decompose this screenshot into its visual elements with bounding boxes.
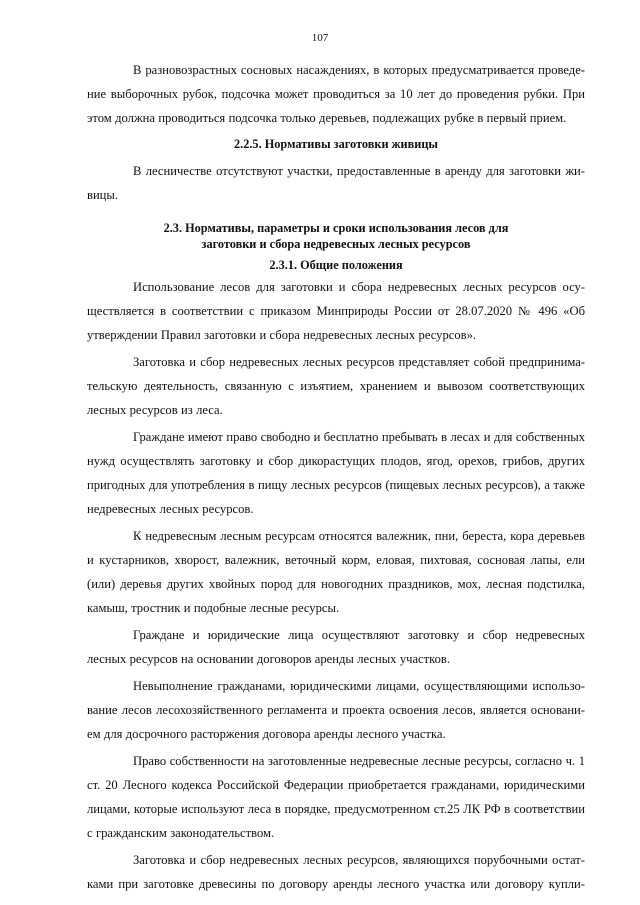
body-paragraph: Заготовка и сбор недревесных лесных ресурсов представляет собой предпринимательскую деятельность, связанную с изъятием, хранением и вывозом соответствующих лесных ресурсов из леса.	[87, 355, 585, 417]
body-paragraph: К недревесным лесным ресурсам относятся валежник, пни, береста, кора деревьев и кустарников, хворост, валежник, веточный корм, еловая, пихтовая, сосновая лапы, ели (или) деревья других хвойных пород для новогодних праздников, мох, лесная подстилка, камыш, тростник и подобные лесные ресурсы.	[87, 529, 585, 615]
page-number: 107	[311, 32, 329, 44]
section-heading-line: 2.3. Нормативы, параметры и сроки использования лесов для	[163, 221, 509, 235]
body-paragraph: Заготовка и сбор недревесных лесных ресурсов, являющихся порубочными остатками при заготовке древесины по договору аренды лесного участка или договору купли-	[87, 853, 585, 891]
section-heading-line: заготовки и сбора недревесных лесных ресурсов	[201, 237, 471, 251]
body-paragraph: В разновозрастных сосновых насаждениях, в которых предусматривается проведение выборочных рубок, подсочка может проводиться за 10 лет до проведения рубки. При этом должна проводиться подсочка только деревьев, подлежащих рубке в первый прием.	[87, 63, 585, 125]
section-heading: 2.2.5. Нормативы заготовки живицы	[233, 137, 439, 151]
page-content	[87, 58, 585, 899]
body-paragraph: Невыполнение гражданами, юридическими лицами, осуществляющими использование лесов лесохозяйственного регламента и проекта освоения лесов, является основанием для досрочного расторжения договора аренды лесного участка.	[87, 679, 585, 741]
body-paragraph: В лесничестве отсутствуют участки, предоставленные в аренду для заготовки живицы.	[87, 164, 585, 202]
body-paragraph: Граждане имеют право свободно и бесплатно пребывать в лесах и для собственных нужд осуществлять заготовку и сбор дикорастущих плодов, ягод, орехов, грибов, других пригодных для употребления в пищу лесных ресурсов (пищевых лесных ресурсов), а также недревесных лесных ресурсов.	[87, 430, 585, 516]
body-paragraph: Право собственности на заготовленные недревесные лесные ресурсы, согласно ч. 1 ст. 20 Лесного кодекса Российской Федерации приобретается гражданами, юридическими лицами, которые используют леса в порядке, предусмотренном ст.25 ЛК РФ в соответствии с гражданским законодательством.	[87, 754, 585, 840]
body-paragraph: Граждане и юридические лица осуществляют заготовку и сбор недревесных лесных ресурсов на основании договоров аренды лесных участков.	[87, 628, 585, 666]
section-heading	[87, 220, 585, 252]
body-paragraph: Использование лесов для заготовки и сбора недревесных лесных ресурсов осуществляется в соответствии с приказом Минприроды России от 28.07.2020 № 496 «Об утверждении Правил заготовки и сбора недревесных лесных ресурсов».	[87, 280, 585, 342]
section-heading: 2.3.1. Общие положения	[269, 258, 403, 272]
